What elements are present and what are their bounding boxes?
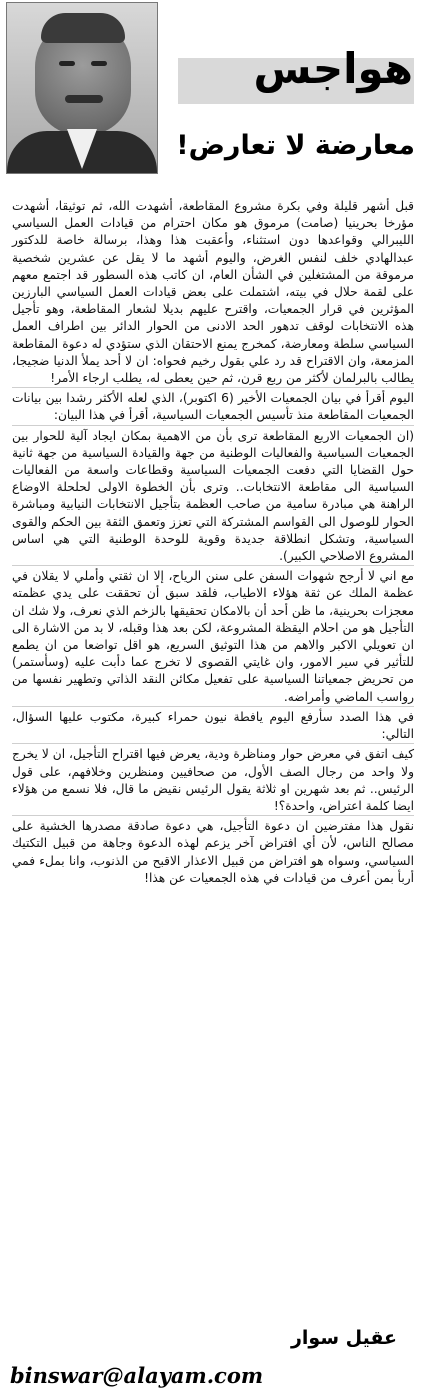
body-paragraph-1: قبل أشهر قليلة وفي بكرة مشروع المقاطعة، أشهدت الله، ثم توثيقا، أشهدت مؤرخا بحرينيا (صامت) مرموق هو مكان احترام من قيادات العمل السياسي الليبرالي وقواعدها دون استثناء، وأعقبت هذا وهذا، برسالة خاصة للدكتور عبدالهادي خلف لنفس الغرض، واليوم أشهد ما لا يقل عن عشرين شخصية مرموقة من المشتغلين في الشأن العام، ان كاتب هذه السطور قد اجتمع معهم على لقمة حلال في بيته، اشتملت على بعض قيادات العمل السياسي البارزين المؤثرين في قرار الجمعيات، واقترح عليهم بديلا لشعار المقاطعة، وهو تأجيل هذه الانتخابات لوقف تدهور الحد الادنى من الحوار الدائر بين اطراف العمل السياسي سلطة ومعارضة، كمخرج يمنع الاحتقان الذي ستؤدي له دعوة المقاطعة المزمعة، وان الاقتراح قد رد علي بقول رخيم فحواه: ان لا أحد يملأ الدنيا ضجيجا، يطالب بالبرلمان لأكثر من ربع قرن، ثم حين يعطى له، يطلب ارجاء الأمر!	[12, 199, 414, 386]
body-paragraph-5: في هذا الصدد سأرفع اليوم يافطة نيون حمراء كبيرة، مكتوب عليها السؤال، التالي:	[12, 706, 414, 743]
body-paragraph-2: اليوم أقرأ في بيان الجمعيات الأخير (6 اكتوبر)، الذي لعله الأكثر رشدا بين بيانات الجمعيات المقاطعة منذ تأسيس الجمعيات السياسية، أقرأ في هذا البيان:	[12, 387, 414, 424]
article-title: معارضة لا تعارض!	[176, 130, 415, 161]
article-body	[12, 198, 414, 887]
portrait-eye-left	[59, 61, 75, 66]
body-paragraph-4: مع اني لا أرجح شهوات السفن على سنن الرياح، إلا ان ثقتي وأملي لا يقلان في عظمة الملك عن ثقة هؤلاء الاطياب، فلقد سبق أن تحققت على يدي عظمته معجزات بحرينية، ما ظن أحد أن بالامكان تحقيقها بالزخم الذي نعرف، ولا شك ان التأجيل هو من احلام اليقظة المشروعة، لكن بعد هذا وقبله، لا بد من الاشارة الى ان تعويلي الاكبر والاهم من هذا التوثيق السريع، هو اقل تواضعا من ان يطمع للتأثير في سير الامور، وان غايتي القصوى لا تخرج عما دأبت عليه (وسأستمر) من تحريض جمعياتنا السياسية على تفعيل مكائن النقد الذاتي وتطهير نفسها من رواسب الماضي وأمراضه.	[12, 565, 414, 706]
column-header	[0, 0, 421, 200]
portrait-mustache	[65, 95, 103, 103]
portrait-hair	[41, 13, 125, 43]
body-paragraph-6: كيف اتفق في معرض حوار ومناظرة ودية، يعرض فيها اقتراح التأجيل، ان لا يخرج ولا واحد من رجال الصف الأول، من صحافيين ومنظرين وخلافهم، على قول الرئيس.. ثم بعد شهرين او ثلاثة يقول الرئيس نقيض ما قال، فلا نسمع من هؤلاء ايضا كلمة اعتراض، واحدة؟!	[12, 743, 414, 815]
column-name: هواجس	[253, 44, 413, 93]
author-name: عقيل سوار	[290, 1327, 397, 1349]
author-portrait	[6, 2, 158, 174]
body-paragraph-3: (ان الجمعيات الاربع المقاطعة ترى بأن من الاهمية بمكان ايجاد آلية للحوار بين الجمعيات السياسية والفعاليات الوطنية من جهة والقيادة السياسية من جهة ثانية حول القضايا التي دفعت الجمعيات السياسية وقطاعات واسعة من الفعاليات السياسية الى مقاطعة الانتخابات.. وترى بأن الخطوة الاولى لحلحلة الاوضاع الراهنة هي مبادرة سامية من صاحب العظمة بتأجيل الانتخابات النيابية ومباشرة الحوار للوصول الى القواسم المشتركة التي تعزز وتعمق الثقة بين الحكم والقوى السياسية، وتشكل انطلاقة جديدة وقوية للوحدة الوطنية التي هي اساس المشروع الاصلاحي الكبير).	[12, 425, 414, 566]
portrait-eye-right	[91, 61, 107, 66]
author-email-link[interactable]: binswar@alayam.com	[10, 1363, 264, 1388]
body-paragraph-7: نقول هذا مفترضين ان دعوة التأجيل، هي دعوة صادقة مصدرها الخشية على مصالح الناس، لأن أي افتراض آخر يزعم لهذه الدعوة وجاهة من قبيل التكتيك السياسي، وسواه هو افتراض من قبيل الاعذار الاقبح من الذنوب، وانا بملء فمي أربأ بمن أعرف من قيادات في هذه الجمعيات عن هذا!	[12, 815, 414, 887]
